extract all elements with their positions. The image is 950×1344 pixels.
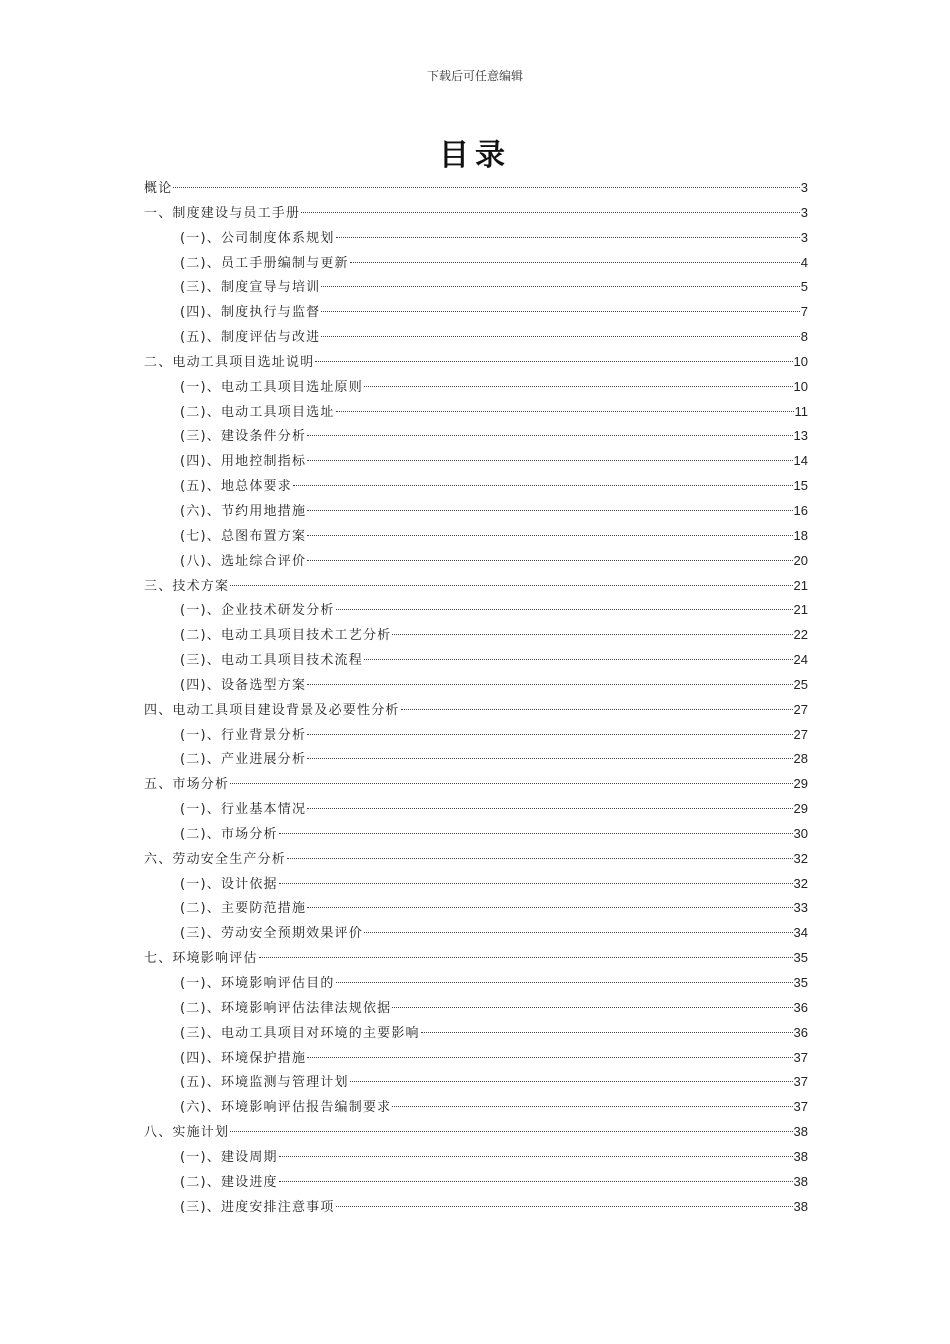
toc-dot-leader: [307, 684, 792, 685]
toc-entry-page-number: 20: [793, 552, 808, 568]
toc-entry-page-number: 34: [793, 925, 808, 941]
toc-entry[interactable]: [144, 1195, 808, 1220]
toc-entry-label: (二)、电动工具项目技术工艺分析: [180, 628, 392, 644]
toc-entry[interactable]: [144, 971, 808, 996]
toc-entry[interactable]: [144, 449, 808, 474]
toc-dot-leader: [307, 460, 792, 461]
toc-dot-leader: [336, 609, 793, 610]
toc-entry[interactable]: [144, 275, 808, 300]
toc-entry-label: (四)、环境保护措施: [180, 1050, 307, 1066]
toc-entry-page-number: 28: [793, 751, 808, 767]
toc-entry-label: (三)、建设条件分析: [180, 429, 307, 445]
toc-entry[interactable]: [144, 822, 808, 847]
toc-entry-page-number: 21: [793, 602, 808, 618]
toc-entry-label: (二)、电动工具项目选址: [180, 404, 335, 420]
toc-dot-leader: [392, 634, 792, 635]
toc-entry-page-number: 16: [793, 502, 808, 518]
toc-entry-label: 四、电动工具项目建设背景及必要性分析: [144, 702, 400, 718]
toc-dot-leader: [350, 1081, 793, 1082]
header-note: 下载后可任意编辑: [426, 69, 523, 83]
toc-entry-label: (一)、行业基本情况: [180, 802, 307, 818]
toc-entry[interactable]: [144, 574, 808, 599]
toc-entry-page-number: 35: [793, 975, 808, 990]
toc-entry-label: (一)、设计依据: [180, 876, 278, 892]
toc-entry[interactable]: [144, 424, 808, 449]
toc-entry-page-number: 33: [793, 900, 808, 916]
toc-entry-page-number: 37: [793, 1099, 808, 1115]
toc-entry-page-number: 18: [793, 527, 808, 543]
toc-entry-page-number: 37: [793, 1049, 808, 1065]
toc-dot-leader: [307, 907, 792, 908]
toc-entry[interactable]: [144, 499, 808, 524]
toc-entry[interactable]: [144, 350, 808, 375]
toc-entry-page-number: 8: [800, 329, 808, 345]
toc-entry-label: (五)、地总体要求: [180, 479, 292, 495]
toc-entry-label: (一)、环境影响评估目的: [180, 976, 335, 991]
toc-dot-leader: [392, 1106, 792, 1107]
toc-entry[interactable]: [144, 946, 808, 971]
toc-entry-label: (三)、电动工具项目技术流程: [180, 653, 363, 669]
toc-entry-page-number: 15: [793, 478, 808, 494]
toc-entry[interactable]: [144, 300, 808, 325]
toc-entry[interactable]: [144, 921, 808, 946]
toc-dot-leader: [336, 1206, 793, 1207]
toc-entry-page-number: 36: [793, 999, 808, 1015]
toc-entry-page-number: 11: [794, 403, 808, 419]
toc-dot-leader: [307, 1057, 792, 1058]
toc-dot-leader: [307, 510, 792, 511]
toc-entry[interactable]: [144, 251, 808, 276]
toc-entry[interactable]: [144, 1021, 808, 1046]
toc-dot-leader: [421, 1032, 793, 1033]
toc-entry-label: 六、劳动安全生产分析: [144, 851, 287, 867]
toc-dot-leader: [364, 932, 793, 933]
toc-entry-page-number: 13: [793, 428, 808, 444]
toc-dot-leader: [287, 858, 793, 859]
toc-dot-leader: [307, 808, 792, 809]
toc-entry-label: 八、实施计划: [144, 1125, 230, 1141]
toc-entry-page-number: 3: [800, 229, 808, 245]
toc-entry[interactable]: [144, 1120, 808, 1145]
toc-entry-label: (四)、用地控制指标: [180, 454, 307, 470]
toc-entry-label: (四)、制度执行与监督: [180, 305, 321, 321]
toc-dot-leader: [315, 361, 792, 362]
toc-dot-leader: [279, 1156, 793, 1157]
toc-entry-label: (三)、电动工具项目对环境的主要影响: [180, 1025, 420, 1041]
toc-entry-page-number: 35: [793, 950, 808, 966]
toc-entry-page-number: 4: [800, 254, 808, 270]
toc-entry-label: (七)、总图布置方案: [180, 528, 307, 544]
toc-entry-label: (二)、市场分析: [180, 826, 278, 842]
toc-entry-page-number: 7: [800, 304, 808, 320]
toc-entry-label: (二)、建设进度: [180, 1174, 278, 1190]
toc-entry-page-number: 36: [793, 1024, 808, 1040]
toc-dot-leader: [307, 758, 792, 759]
toc-entry-label: (二)、员工手册编制与更新: [180, 255, 349, 271]
toc-entry[interactable]: [144, 226, 808, 251]
toc-entry[interactable]: [144, 797, 808, 822]
toc-entry-page-number: 27: [793, 701, 808, 717]
toc-entry[interactable]: [144, 1095, 808, 1120]
toc-entry-page-number: 29: [793, 801, 808, 817]
toc-entry-page-number: 14: [793, 453, 808, 469]
toc-entry[interactable]: [144, 747, 808, 772]
toc-entry[interactable]: [144, 872, 808, 897]
toc-entry-label: 五、市场分析: [144, 777, 230, 793]
toc-entry-page-number: 29: [793, 776, 808, 792]
toc-entry-label: 七、环境影响评估: [144, 951, 258, 967]
toc-entry[interactable]: [144, 772, 808, 797]
toc-entry[interactable]: [144, 1070, 808, 1095]
toc-entry-page-number: 22: [793, 627, 808, 643]
toc-entry[interactable]: [144, 847, 808, 872]
toc-entry-page-number: 25: [793, 676, 808, 692]
toc-dot-leader: [293, 485, 793, 486]
toc-entry[interactable]: [144, 176, 808, 201]
toc-entry[interactable]: [144, 375, 808, 400]
toc-entry[interactable]: [144, 549, 808, 574]
toc-entry-label: (二)、产业进展分析: [180, 752, 307, 768]
toc-entry[interactable]: [144, 400, 808, 425]
toc-entry[interactable]: [144, 698, 808, 723]
toc-entry-label: 二、电动工具项目选址说明: [144, 354, 315, 370]
toc-dot-leader: [321, 286, 799, 287]
toc-entry-page-number: 24: [793, 652, 808, 668]
toc-entry-label: (一)、建设周期: [180, 1149, 278, 1165]
toc-entry[interactable]: [144, 1046, 808, 1071]
toc-entry-page-number: 27: [793, 726, 808, 742]
toc-entry-label: (六)、环境影响评估报告编制要求: [180, 1100, 392, 1116]
toc-dot-leader: [279, 833, 793, 834]
toc-dot-leader: [392, 1007, 792, 1008]
toc-entry-label: (六)、节约用地措施: [180, 503, 307, 519]
toc-entry[interactable]: [144, 673, 808, 698]
toc-entry-label: (五)、环境监测与管理计划: [180, 1075, 349, 1091]
toc-entry-page-number: 37: [793, 1074, 808, 1090]
toc-entry-label: (一)、公司制度体系规划: [180, 230, 335, 246]
toc-entry-page-number: 3: [800, 180, 808, 195]
toc-entry-label: (一)、企业技术研发分析: [180, 603, 335, 619]
toc-entry-label: (二)、环境影响评估法律法规依据: [180, 1000, 392, 1016]
toc-entry[interactable]: [144, 1170, 808, 1195]
toc-dot-leader: [307, 560, 792, 561]
toc-dot-leader: [301, 212, 800, 213]
toc-entry-label: (五)、制度评估与改进: [180, 330, 321, 346]
toc-entry-label: (八)、选址综合评价: [180, 553, 307, 569]
toc-entry-label: 概论: [144, 181, 173, 196]
toc-dot-leader: [279, 883, 793, 884]
toc-entry-page-number: 38: [793, 1148, 808, 1164]
toc-entry-label: (三)、制度宣导与培训: [180, 280, 321, 296]
toc-entry[interactable]: [144, 474, 808, 499]
toc-entry-page-number: 38: [793, 1173, 808, 1189]
toc-entry-page-number: 38: [793, 1198, 808, 1214]
toc-entry-page-number: 10: [793, 353, 808, 369]
toc-entry-label: 三、技术方案: [144, 578, 230, 594]
toc-entry-page-number: 32: [793, 850, 808, 866]
toc-dot-leader: [364, 659, 793, 660]
toc-dot-leader: [321, 311, 799, 312]
toc-dot-leader: [307, 435, 792, 436]
toc-dot-leader: [307, 535, 792, 536]
toc-dot-leader: [230, 1131, 792, 1132]
toc-entry[interactable]: [144, 325, 808, 350]
toc-entry-page-number: 3: [800, 204, 808, 220]
toc-list: [144, 176, 808, 1219]
toc-entry[interactable]: [144, 648, 808, 673]
toc-dot-leader: [321, 336, 799, 337]
toc-entry-label: (二)、主要防范措施: [180, 901, 307, 917]
toc-dot-leader: [230, 585, 792, 586]
toc-entry[interactable]: [144, 723, 808, 748]
toc-entry-page-number: 38: [793, 1124, 808, 1140]
toc-entry-page-number: 32: [793, 875, 808, 891]
toc-entry-label: (一)、电动工具项目选址原则: [180, 379, 363, 395]
toc-entry[interactable]: [144, 598, 808, 623]
toc-dot-leader: [173, 187, 799, 188]
toc-entry-label: (一)、行业背景分析: [180, 727, 307, 743]
toc-entry[interactable]: [144, 201, 808, 226]
toc-dot-leader: [230, 783, 792, 784]
toc-entry[interactable]: [144, 996, 808, 1021]
toc-dot-leader: [336, 411, 794, 412]
toc-entry[interactable]: [144, 1145, 808, 1170]
toc-dot-leader: [336, 237, 800, 238]
toc-dot-leader: [401, 709, 793, 710]
toc-entry-page-number: 30: [793, 825, 808, 841]
toc-entry-label: (三)、进度安排注意事项: [180, 1199, 335, 1215]
toc-entry-page-number: 21: [793, 577, 808, 593]
toc-dot-leader: [350, 262, 800, 263]
toc-entry-label: 一、制度建设与员工手册: [144, 205, 301, 221]
toc-entry[interactable]: [144, 524, 808, 549]
toc-entry-label: (三)、劳动安全预期效果评价: [180, 926, 363, 942]
toc-entry-page-number: 10: [793, 378, 808, 394]
toc-dot-leader: [279, 1181, 793, 1182]
toc-dot-leader: [259, 957, 793, 958]
toc-entry[interactable]: [144, 623, 808, 648]
toc-dot-leader: [307, 734, 792, 735]
toc-dot-leader: [336, 982, 793, 983]
toc-entry[interactable]: [144, 896, 808, 921]
toc-title: 目录: [439, 138, 511, 173]
toc-entry-page-number: 5: [800, 279, 808, 295]
toc-dot-leader: [364, 386, 793, 387]
toc-entry-label: (四)、设备选型方案: [180, 677, 307, 693]
